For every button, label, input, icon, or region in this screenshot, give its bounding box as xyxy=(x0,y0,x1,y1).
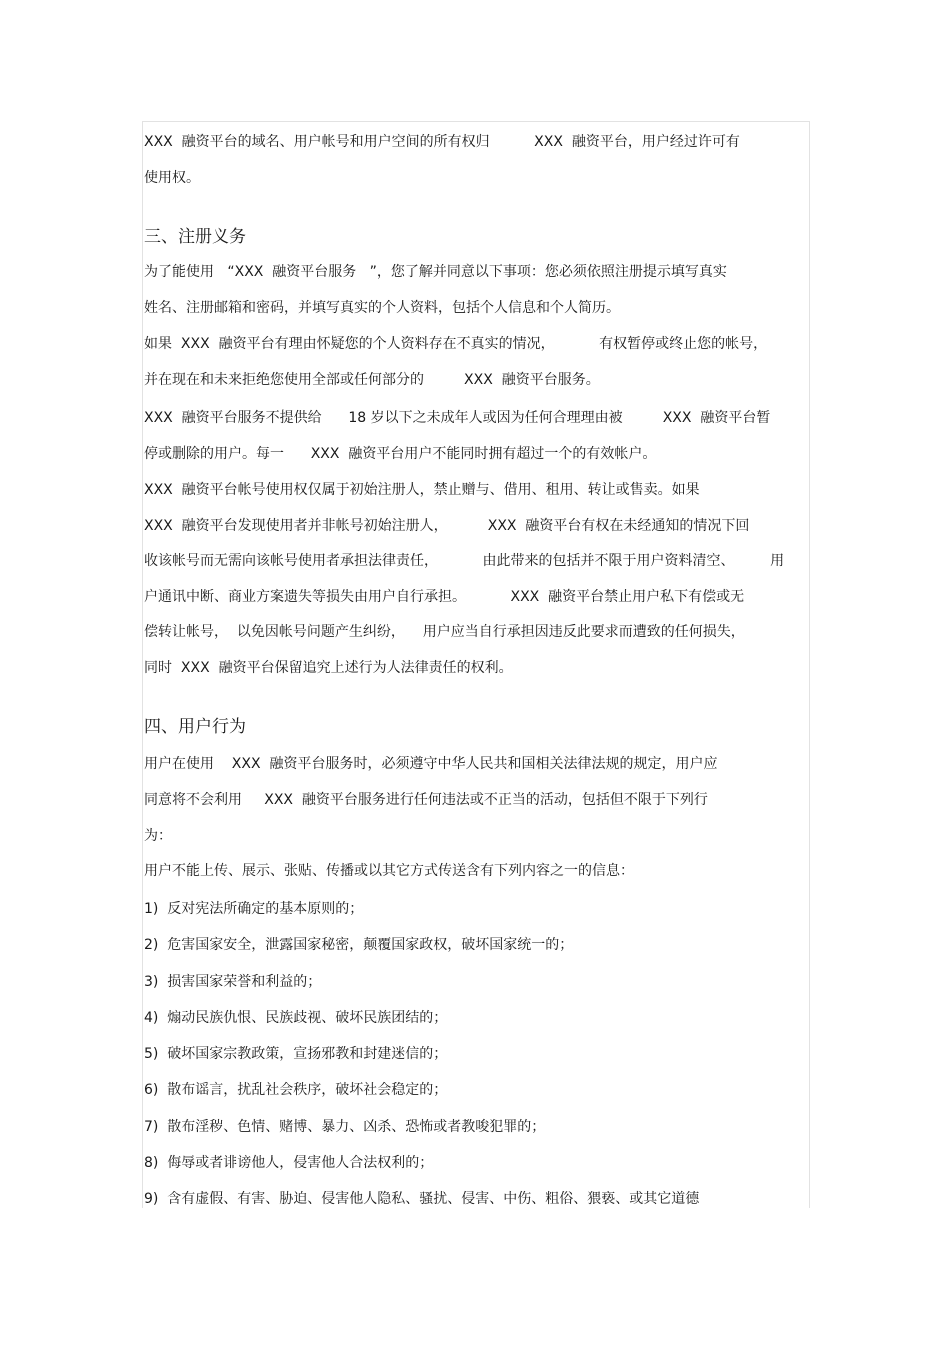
text-line: 为： xyxy=(144,828,172,844)
text-line: XXX 融资平台帐号使用权仅属于初始注册人，禁止赠与、借用、租用、转让或售卖。如果 xyxy=(144,482,700,498)
text-line: 为了能使用 “XXX 融资平台服务 ”，您了解并同意以下事项：您必须依照注册提示填写真实 xyxy=(144,264,727,280)
list-item: 1) 反对宪法所确定的基本原则的； xyxy=(144,901,364,917)
text-line: 用户不能上传、展示、张贴、传播或以其它方式传送含有下列内容之一的信息： xyxy=(144,863,634,879)
list-item: 4) 煽动民族仇恨、民族歧视、破坏民族团结的； xyxy=(144,1010,448,1026)
list-item: 2) 危害国家安全，泄露国家秘密，颠覆国家政权，破坏国家统一的； xyxy=(144,937,574,953)
text-line: 偿转让帐号， 以免因帐号问题产生纠纷， 用户应当自行承担因违反此要求而遭致的任何损失， xyxy=(144,624,745,640)
text-line: 收该帐号而无需向该帐号使用者承担法律责任， 由此带来的包括并不限于用户资料清空、 用 xyxy=(144,553,785,569)
list-item: 9) 含有虚假、有害、胁迫、侵害他人隐私、骚扰、侵害、中伤、粗俗、猥亵、或其它道德 xyxy=(144,1191,700,1207)
text-line: XXX 融资平台服务不提供给 18 岁以下之未成年人或因为任何合理理由被 XXX 融资平台暂 xyxy=(144,410,771,426)
list-item: 8) 侮辱或者诽谤他人，侵害他人合法权利的； xyxy=(144,1155,434,1171)
text-line: 如果 XXX 融资平台有理由怀疑您的个人资料存在不真实的情况， 有权暂停或终止您的帐号， xyxy=(144,336,768,352)
text-line: 用户在使用 XXX 融资平台服务时，必须遵守中华人民共和国相关法律法规的规定，用户应 xyxy=(144,756,718,772)
text-line: XXX 融资平台的域名、用户帐号和用户空间的所有权归 XXX 融资平台，用户经过许可有 xyxy=(144,134,740,150)
text-line: 同时 XXX 融资平台保留追究上述行为人法律责任的权利。 xyxy=(144,660,513,676)
list-item: 5) 破坏国家宗教政策，宣扬邪教和封建迷信的； xyxy=(144,1046,448,1062)
text-line: 姓名、注册邮箱和密码，并填写真实的个人资料，包括个人信息和个人简历。 xyxy=(144,300,620,316)
list-item: 6) 散布谣言，扰乱社会秩序，破坏社会稳定的； xyxy=(144,1082,448,1098)
text-line: 户通讯中断、商业方案遗失等损失由用户自行承担。 XXX 融资平台禁止用户私下有偿或无 xyxy=(144,589,745,605)
text-line: 同意将不会利用 XXX 融资平台服务进行任何违法或不正当的活动，包括但不限于下列行 xyxy=(144,792,708,808)
section-heading-4: 四、用户行为 xyxy=(144,717,246,737)
text-line: 并在现在和未来拒绝您使用全部或任何部分的 XXX 融资平台服务。 xyxy=(144,372,600,388)
text-line: 停或删除的用户。每一 XXX 融资平台用户不能同时拥有超过一个的有效帐户。 xyxy=(144,446,657,462)
section-heading-3: 三、注册义务 xyxy=(144,227,246,247)
text-line: XXX 融资平台发现使用者并非帐号初始注册人， XXX 融资平台有权在未经通知的情况下回 xyxy=(144,518,750,534)
list-item: 3) 损害国家荣誉和利益的； xyxy=(144,974,322,990)
list-item: 7) 散布淫秽、色情、赌博、暴力、凶杀、恐怖或者教唆犯罪的； xyxy=(144,1119,546,1135)
text-line: 使用权。 xyxy=(144,170,200,186)
